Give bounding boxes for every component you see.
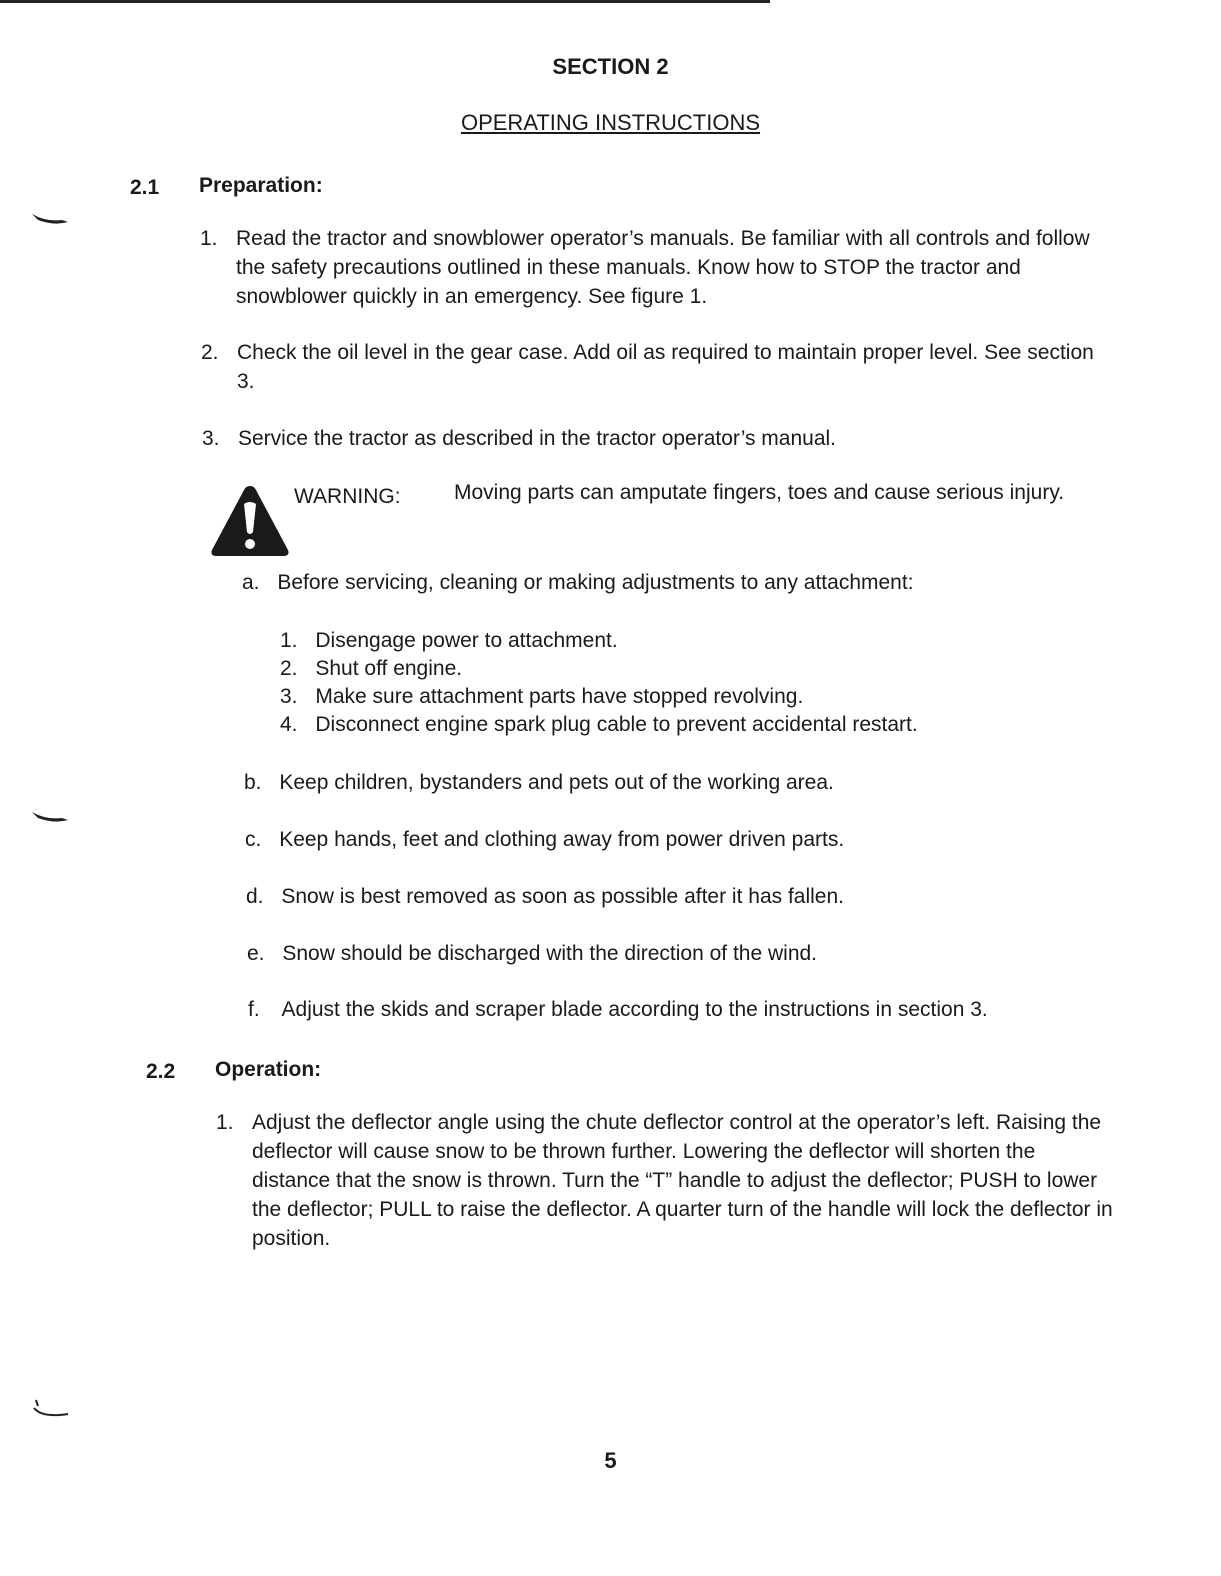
lettered-item-text: Snow should be discharged with the direction of the wind. xyxy=(282,942,818,965)
lettered-item-text: Keep hands, feet and clothing away from power driven parts. xyxy=(279,828,845,851)
lettered-item xyxy=(248,995,988,1024)
substep-text: Make sure attachment parts have stopped revolving. xyxy=(315,685,804,708)
substep-marker: 4. xyxy=(280,713,298,736)
heading-number-2-2: 2.2 xyxy=(146,1060,176,1083)
substep-marker: 2. xyxy=(280,657,298,680)
heading-preparation: Preparation: xyxy=(199,174,323,197)
lettered-item-text: Keep children, bystanders and pets out of the working area. xyxy=(279,771,834,794)
section-subtitle: OPERATING INSTRUCTIONS xyxy=(460,110,761,135)
lettered-item-marker: e. xyxy=(247,942,265,965)
substep-text: Shut off engine. xyxy=(315,657,463,680)
list-item xyxy=(201,338,1101,396)
heading-operation: Operation: xyxy=(215,1058,322,1081)
top-rule xyxy=(0,0,770,3)
lettered-item-marker: d. xyxy=(246,885,264,908)
list-item xyxy=(216,1108,1116,1253)
lettered-item xyxy=(246,882,844,911)
lettered-item-marker: a. xyxy=(242,571,260,594)
lettered-item xyxy=(245,825,844,854)
lettered-item-text: Adjust the skids and scraper blade according to the instructions in section 3. xyxy=(281,998,988,1021)
list-item xyxy=(202,424,1102,453)
scan-mark xyxy=(30,808,70,828)
list-item-marker: 3. xyxy=(202,427,220,450)
lettered-item-text: Snow is best removed as soon as possible after it has fallen. xyxy=(281,885,844,908)
substep-item xyxy=(280,710,918,739)
lettered-item-text: Before servicing, cleaning or making adjustments to any attachment: xyxy=(277,571,914,594)
substep-text: Disconnect engine spark plug cable to prevent accidental restart. xyxy=(315,713,918,736)
page-number: 5 xyxy=(604,1448,617,1473)
list-item-marker: 1. xyxy=(200,227,218,250)
list-item-marker: 2. xyxy=(201,341,219,364)
substep-item xyxy=(280,682,803,711)
list-item-text: Adjust the deflector angle using the chute deflector control at the operator’s left. Raising the deflector will cause snow to be thrown further. Lowering the deflector will shorten the distance that the snow is thrown. Turn the “T” handle to adjust the deflector; PUSH to lower the deflector; PULL to raise the deflector. A quarter turn of the handle will lock the deflector in position. xyxy=(252,1111,1113,1250)
list-item-text: Service the tractor as described in the tractor operator’s manual. xyxy=(238,427,837,450)
substep-text: Disengage power to attachment. xyxy=(315,629,618,652)
substep-item xyxy=(280,654,462,683)
lettered-item-marker: c. xyxy=(245,828,262,851)
lettered-item xyxy=(242,568,914,597)
substep-marker: 1. xyxy=(280,629,298,652)
scan-mark xyxy=(28,1398,76,1426)
section-title: SECTION 2 xyxy=(552,54,669,79)
list-item-text: Read the tractor and snowblower operator’s manuals. Be familiar with all controls and follow the safety precautions outlined in these manuals. Know how to STOP the tractor and snowblower quickly in an emergency. See figure 1. xyxy=(236,227,1090,308)
lettered-item xyxy=(244,768,834,797)
list-item xyxy=(200,224,1100,311)
lettered-item xyxy=(247,939,817,968)
scan-mark xyxy=(30,210,70,230)
list-item-text: Check the oil level in the gear case. Add oil as required to maintain proper level. See section 3. xyxy=(237,341,1094,393)
lettered-item-marker: b. xyxy=(244,771,262,794)
list-item-marker: 1. xyxy=(216,1111,234,1134)
warning-triangle-icon xyxy=(210,484,290,558)
substep-marker: 3. xyxy=(280,685,298,708)
substep-item xyxy=(280,626,618,655)
heading-number-2-1: 2.1 xyxy=(130,176,160,199)
lettered-item-marker: f. xyxy=(248,998,260,1021)
warning-text: Moving parts can amputate fingers, toes and cause serious injury. xyxy=(454,481,1065,504)
warning-label: WARNING: xyxy=(294,485,401,508)
